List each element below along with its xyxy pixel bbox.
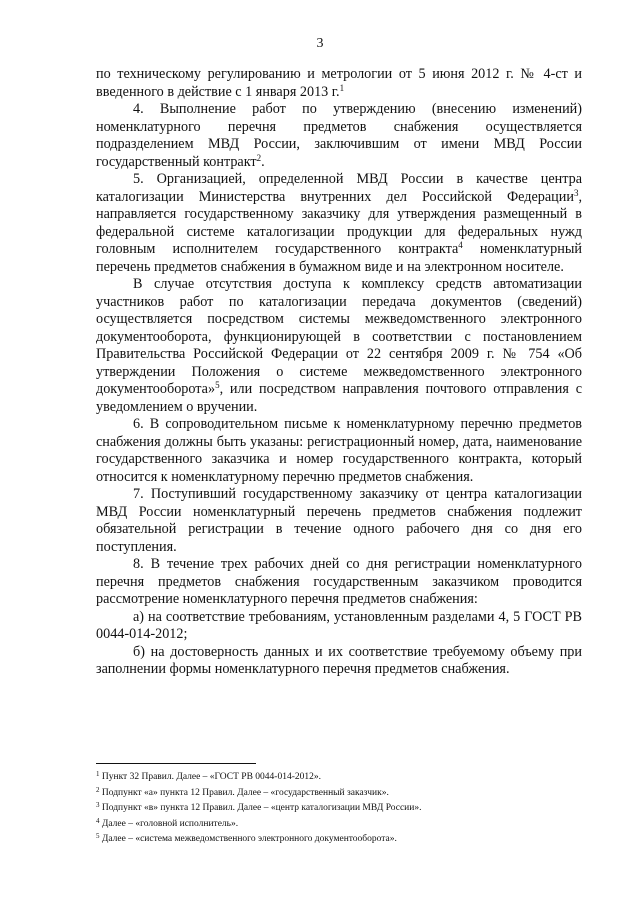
footnote-divider [96, 763, 256, 764]
paragraph-6: 7. Поступивший государственному заказчику от центра каталогизации МВД России номенклатурный перечень предметов снабжения подлежит обязательной регистрации в течение одного рабочего дня со дня его поступления. [96, 486, 582, 555]
footnote-2: $^2$ Подпункт «а» пункта 12 Правил. Далее – «государственный заказчик». [96, 785, 389, 798]
footnote-ref-3: 3 [573, 187, 579, 198]
paragraph-2: 4. Выполнение работ по утверждению (внесению изменений) номенклатурного перечня предметов снабжения осуществляется подразделением МВД России, заключившим от имени МВД России государственный контракт$^2$. [96, 101, 582, 170]
footnote-4: $^4$ Далее – «головной исполнитель». [96, 816, 239, 829]
paragraph-4: В случае отсутствия доступа к комплексу средств автоматизации участников работ по каталогизации передача документов (сведений) осуществляется посредством системы межведомственного электронного документооборота, функционирующей в соответствии с постановлением Правительства Российской Федерации от 22 сентября 2009 г. № 754 «Об утверждении Положения о системе межведомственного электронного документооборота»$^5$, или посредством направления почтового отправления с уведомлением о вручении. [96, 276, 582, 415]
footnote-ref-5: 5 [215, 380, 220, 390]
footnotes [96, 770, 586, 848]
footnote-ref-4: 4 [458, 240, 463, 250]
paragraph-1: по техническому регулированию и метрологии от 5 июня 2012 г. № 4-ст и введенного в действие с 1 января 2013 г.$^1$ [96, 66, 582, 100]
paragraph-7: 8. В течение трех рабочих дней со дня регистрации номенклатурного перечня предметов снабжения государственным заказчиком проводится рассмотрение номенклатурного перечня предметов снабжения: [96, 556, 582, 607]
paragraph-3: 5. Организацией, определенной МВД России в качестве центра каталогизации Министерства внутренних дел Российской Федерации$^3$, направляется государственному заказчику для утверждения размещенный в федеральной системе каталогизации продукции для федеральных нужд головным исполнителем государственного контракта$^4$ номенклатурный перечень предметов снабжения в бумажном виде и на электронном носителе. [96, 171, 582, 275]
paragraph-8: а) на соответствие требованиям, установленным разделами 4, 5 ГОСТ РВ 0044-014-2012; [96, 608, 582, 642]
paragraph-9: б) на достоверность данных и их соответствие требуемому объему при заполнении формы номенклатурного перечня предметов снабжения. [96, 643, 582, 677]
paragraph-5: 6. В сопроводительном письме к номенклатурному перечню предметов снабжения должны быть указаны: регистрационный номер, дата, наименование государственного заказчика и номер государственного контракта, который относится к номенклатурному перечню предметов снабжения. [96, 416, 582, 485]
footnote-ref-1: 1 [339, 82, 345, 93]
footnote-ref-2: 2 [256, 152, 262, 163]
footnote-1: $^1$ Пункт 32 Правил. Далее – «ГОСТ РВ 0044-014-2012». [96, 770, 321, 782]
page-number: 3 [316, 36, 324, 51]
footnote-5: $^5$ Далее – «система межведомственного электронного документооборота». [96, 832, 397, 844]
body-text [96, 66, 582, 679]
footnote-3: $^3$ Подпункт «в» пункта 12 Правил. Далее – «центр каталогизации МВД России». [96, 801, 422, 813]
